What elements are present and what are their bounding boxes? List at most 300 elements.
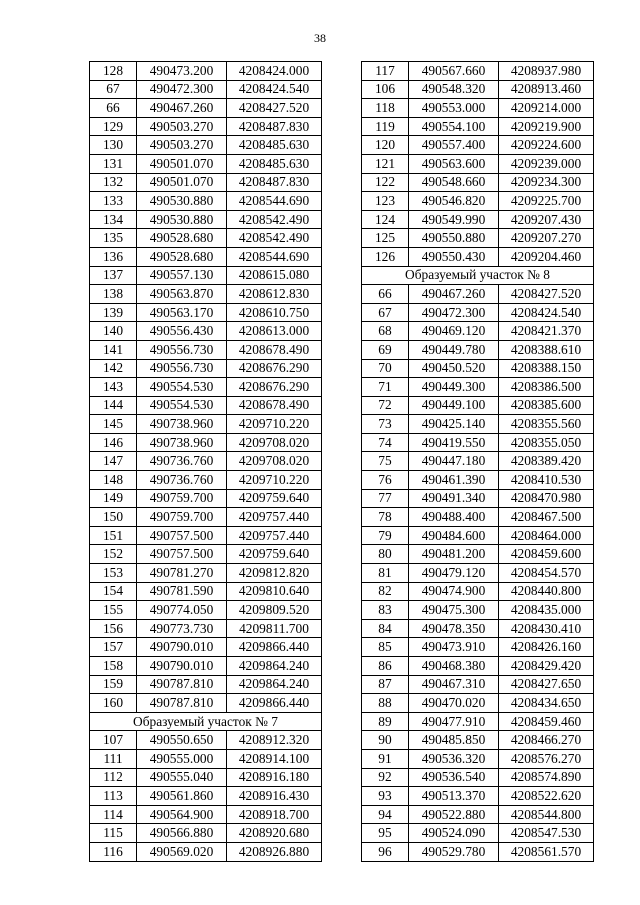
point-number-cell: 131: [90, 154, 137, 173]
x-coordinate-cell: 490759.700: [137, 489, 227, 508]
table-row: [362, 489, 594, 508]
table-row: [362, 749, 594, 768]
point-number-cell: 72: [362, 396, 409, 415]
x-coordinate-cell: 490536.540: [409, 768, 499, 787]
y-coordinate-cell: 4209710.220: [227, 415, 322, 434]
point-number-cell: 153: [90, 564, 137, 583]
x-coordinate-cell: 490556.430: [137, 322, 227, 341]
table-row: [362, 564, 594, 583]
y-coordinate-cell: 4208355.560: [499, 415, 594, 434]
y-coordinate-cell: 4209864.240: [227, 675, 322, 694]
x-coordinate-cell: 490557.400: [409, 136, 499, 155]
x-coordinate-cell: 490529.780: [409, 842, 499, 861]
table-row: [362, 247, 594, 266]
x-coordinate-cell: 490738.960: [137, 415, 227, 434]
x-coordinate-cell: 490449.780: [409, 340, 499, 359]
y-coordinate-cell: 4209708.020: [227, 452, 322, 471]
x-coordinate-cell: 490501.070: [137, 173, 227, 192]
point-number-cell: 89: [362, 712, 409, 731]
table-row: [90, 526, 322, 545]
point-number-cell: 140: [90, 322, 137, 341]
table-row: [90, 564, 322, 583]
y-coordinate-cell: 4208454.570: [499, 564, 594, 583]
y-coordinate-cell: 4208427.520: [499, 285, 594, 304]
x-coordinate-cell: 490569.020: [137, 842, 227, 861]
y-coordinate-cell: 4208615.080: [227, 266, 322, 285]
point-number-cell: 119: [362, 117, 409, 136]
point-number-cell: 74: [362, 433, 409, 452]
point-number-cell: 142: [90, 359, 137, 378]
table-row: [90, 805, 322, 824]
table-row: [90, 638, 322, 657]
table-row: [362, 731, 594, 750]
x-coordinate-cell: 490757.500: [137, 545, 227, 564]
point-number-cell: 141: [90, 340, 137, 359]
x-coordinate-cell: 490447.180: [409, 452, 499, 471]
x-coordinate-cell: 490556.730: [137, 359, 227, 378]
table-row: [362, 471, 594, 490]
y-coordinate-cell: 4208466.270: [499, 731, 594, 750]
y-coordinate-cell: 4208389.420: [499, 452, 594, 471]
y-coordinate-cell: 4208459.600: [499, 545, 594, 564]
point-number-cell: 135: [90, 229, 137, 248]
point-number-cell: 78: [362, 508, 409, 527]
table-row: [362, 136, 594, 155]
point-number-cell: 70: [362, 359, 409, 378]
y-coordinate-cell: 4208576.270: [499, 749, 594, 768]
point-number-cell: 86: [362, 657, 409, 676]
point-number-cell: 128: [90, 62, 137, 81]
point-number-cell: 125: [362, 229, 409, 248]
point-number-cell: 151: [90, 526, 137, 545]
x-coordinate-cell: 490774.050: [137, 601, 227, 620]
x-coordinate-cell: 490548.320: [409, 80, 499, 99]
table-row: [90, 824, 322, 843]
x-coordinate-cell: 490736.760: [137, 471, 227, 490]
point-number-cell: 138: [90, 285, 137, 304]
y-coordinate-cell: 4208487.830: [227, 117, 322, 136]
y-coordinate-cell: 4208467.500: [499, 508, 594, 527]
x-coordinate-cell: 490561.860: [137, 787, 227, 806]
point-number-cell: 156: [90, 619, 137, 638]
x-coordinate-cell: 490555.040: [137, 768, 227, 787]
point-number-cell: 95: [362, 824, 409, 843]
x-coordinate-cell: 490554.100: [409, 117, 499, 136]
table-row: [90, 340, 322, 359]
x-coordinate-cell: 490524.090: [409, 824, 499, 843]
table-row: [90, 675, 322, 694]
table-row: [362, 526, 594, 545]
point-number-cell: 144: [90, 396, 137, 415]
table-row: [90, 303, 322, 322]
y-coordinate-cell: 4209866.440: [227, 638, 322, 657]
table-row: [362, 322, 594, 341]
point-number-cell: 96: [362, 842, 409, 861]
y-coordinate-cell: 4209214.000: [499, 99, 594, 118]
point-number-cell: 71: [362, 378, 409, 397]
y-coordinate-cell: 4208429.420: [499, 657, 594, 676]
x-coordinate-cell: 490503.270: [137, 117, 227, 136]
x-coordinate-cell: 490548.660: [409, 173, 499, 192]
y-coordinate-cell: 4209866.440: [227, 694, 322, 713]
x-coordinate-cell: 490450.520: [409, 359, 499, 378]
y-coordinate-cell: 4208544.800: [499, 805, 594, 824]
table-row: [90, 582, 322, 601]
x-coordinate-cell: 490425.140: [409, 415, 499, 434]
section-header-row: [362, 266, 594, 285]
x-coordinate-cell: 490467.260: [137, 99, 227, 118]
x-coordinate-cell: 490555.000: [137, 749, 227, 768]
table-row: [362, 601, 594, 620]
point-number-cell: 111: [90, 749, 137, 768]
table-row: [362, 508, 594, 527]
y-coordinate-cell: 4208612.830: [227, 285, 322, 304]
y-coordinate-cell: 4208385.600: [499, 396, 594, 415]
table-row: [90, 452, 322, 471]
point-number-cell: 123: [362, 192, 409, 211]
table-row: [362, 359, 594, 378]
point-number-cell: 148: [90, 471, 137, 490]
table-row: [90, 173, 322, 192]
x-coordinate-cell: 490550.430: [409, 247, 499, 266]
y-coordinate-cell: 4208542.490: [227, 210, 322, 229]
x-coordinate-cell: 490522.880: [409, 805, 499, 824]
y-coordinate-cell: 4208430.410: [499, 619, 594, 638]
y-coordinate-cell: 4208678.490: [227, 396, 322, 415]
table-row: [90, 62, 322, 81]
table-row: [362, 545, 594, 564]
y-coordinate-cell: 4209234.300: [499, 173, 594, 192]
y-coordinate-cell: 4208470.980: [499, 489, 594, 508]
x-coordinate-cell: 490566.880: [137, 824, 227, 843]
x-coordinate-cell: 490513.370: [409, 787, 499, 806]
table-row: [362, 378, 594, 397]
x-coordinate-cell: 490475.300: [409, 601, 499, 620]
x-coordinate-cell: 490470.020: [409, 694, 499, 713]
point-number-cell: 147: [90, 452, 137, 471]
table-row: [90, 378, 322, 397]
point-number-cell: 159: [90, 675, 137, 694]
x-coordinate-cell: 490419.550: [409, 433, 499, 452]
x-coordinate-cell: 490484.600: [409, 526, 499, 545]
x-coordinate-cell: 490557.130: [137, 266, 227, 285]
x-coordinate-cell: 490473.200: [137, 62, 227, 81]
point-number-cell: 73: [362, 415, 409, 434]
x-coordinate-cell: 490479.120: [409, 564, 499, 583]
table-row: [90, 192, 322, 211]
table-row: [362, 768, 594, 787]
table-row: [362, 452, 594, 471]
point-number-cell: 79: [362, 526, 409, 545]
point-number-cell: 85: [362, 638, 409, 657]
table-row: [362, 433, 594, 452]
x-coordinate-cell: 490738.960: [137, 433, 227, 452]
point-number-cell: 136: [90, 247, 137, 266]
point-number-cell: 152: [90, 545, 137, 564]
x-coordinate-cell: 490488.400: [409, 508, 499, 527]
x-coordinate-cell: 490468.380: [409, 657, 499, 676]
y-coordinate-cell: 4208544.690: [227, 247, 322, 266]
y-coordinate-cell: 4209219.900: [499, 117, 594, 136]
x-coordinate-cell: 490478.350: [409, 619, 499, 638]
table-row: [362, 694, 594, 713]
table-row: [90, 80, 322, 99]
table-row: [362, 62, 594, 81]
point-number-cell: 77: [362, 489, 409, 508]
point-number-cell: 143: [90, 378, 137, 397]
table-row: [90, 508, 322, 527]
x-coordinate-cell: 490501.070: [137, 154, 227, 173]
x-coordinate-cell: 490503.270: [137, 136, 227, 155]
point-number-cell: 81: [362, 564, 409, 583]
y-coordinate-cell: 4208678.490: [227, 340, 322, 359]
point-number-cell: 106: [362, 80, 409, 99]
point-number-cell: 80: [362, 545, 409, 564]
y-coordinate-cell: 4209812.820: [227, 564, 322, 583]
point-number-cell: 76: [362, 471, 409, 490]
table-row: [362, 117, 594, 136]
x-coordinate-cell: 490556.730: [137, 340, 227, 359]
point-number-cell: 94: [362, 805, 409, 824]
x-coordinate-cell: 490528.680: [137, 229, 227, 248]
x-coordinate-cell: 490781.590: [137, 582, 227, 601]
table-row: [362, 824, 594, 843]
y-coordinate-cell: 4209759.640: [227, 489, 322, 508]
x-coordinate-cell: 490757.500: [137, 526, 227, 545]
point-number-cell: 132: [90, 173, 137, 192]
x-coordinate-cell: 490449.300: [409, 378, 499, 397]
table-row: [90, 210, 322, 229]
point-number-cell: 69: [362, 340, 409, 359]
y-coordinate-cell: 4208912.320: [227, 731, 322, 750]
point-number-cell: 158: [90, 657, 137, 676]
table-row: [90, 433, 322, 452]
y-coordinate-cell: 4209864.240: [227, 657, 322, 676]
x-coordinate-cell: 490553.000: [409, 99, 499, 118]
x-coordinate-cell: 490549.990: [409, 210, 499, 229]
table-row: [90, 657, 322, 676]
point-number-cell: 155: [90, 601, 137, 620]
y-coordinate-cell: 4208440.800: [499, 582, 594, 601]
y-coordinate-cell: 4208574.890: [499, 768, 594, 787]
point-number-cell: 137: [90, 266, 137, 285]
y-coordinate-cell: 4208937.980: [499, 62, 594, 81]
y-coordinate-cell: 4209811.700: [227, 619, 322, 638]
y-coordinate-cell: 4209207.430: [499, 210, 594, 229]
section-title: Образуемый участок № 7: [90, 712, 322, 731]
point-number-cell: 122: [362, 173, 409, 192]
point-number-cell: 66: [90, 99, 137, 118]
y-coordinate-cell: 4208388.610: [499, 340, 594, 359]
table-row: [362, 80, 594, 99]
y-coordinate-cell: 4208421.370: [499, 322, 594, 341]
y-coordinate-cell: 4208485.630: [227, 136, 322, 155]
point-number-cell: 117: [362, 62, 409, 81]
point-number-cell: 83: [362, 601, 409, 620]
point-number-cell: 92: [362, 768, 409, 787]
x-coordinate-cell: 490773.730: [137, 619, 227, 638]
x-coordinate-cell: 490473.910: [409, 638, 499, 657]
x-coordinate-cell: 490491.340: [409, 489, 499, 508]
x-coordinate-cell: 490472.300: [137, 80, 227, 99]
point-number-cell: 87: [362, 675, 409, 694]
y-coordinate-cell: 4208424.540: [499, 303, 594, 322]
x-coordinate-cell: 490790.010: [137, 638, 227, 657]
table-row: [90, 285, 322, 304]
x-coordinate-cell: 490759.700: [137, 508, 227, 527]
page-number: 38: [314, 31, 326, 45]
y-coordinate-cell: 4208355.050: [499, 433, 594, 452]
table-row: [362, 154, 594, 173]
point-number-cell: 112: [90, 768, 137, 787]
table-row: [362, 657, 594, 676]
y-coordinate-cell: 4208676.290: [227, 359, 322, 378]
point-number-cell: 114: [90, 805, 137, 824]
table-row: [362, 582, 594, 601]
y-coordinate-cell: 4209757.440: [227, 508, 322, 527]
y-coordinate-cell: 4208427.650: [499, 675, 594, 694]
y-coordinate-cell: 4208388.150: [499, 359, 594, 378]
coordinates-table-right: [361, 61, 594, 862]
x-coordinate-cell: 490481.200: [409, 545, 499, 564]
y-coordinate-cell: 4208424.000: [227, 62, 322, 81]
table-row: [362, 675, 594, 694]
section-header-row: [90, 712, 322, 731]
y-coordinate-cell: 4208386.500: [499, 378, 594, 397]
x-coordinate-cell: 490536.320: [409, 749, 499, 768]
table-row: [362, 99, 594, 118]
y-coordinate-cell: 4209710.220: [227, 471, 322, 490]
point-number-cell: 67: [90, 80, 137, 99]
table-row: [90, 322, 322, 341]
table-row: [362, 192, 594, 211]
table-row: [362, 340, 594, 359]
y-coordinate-cell: 4208916.180: [227, 768, 322, 787]
point-number-cell: 129: [90, 117, 137, 136]
y-coordinate-cell: 4209809.520: [227, 601, 322, 620]
y-coordinate-cell: 4209224.600: [499, 136, 594, 155]
x-coordinate-cell: 490461.390: [409, 471, 499, 490]
x-coordinate-cell: 490790.010: [137, 657, 227, 676]
table-row: [362, 712, 594, 731]
table-row: [362, 638, 594, 657]
x-coordinate-cell: 490530.880: [137, 192, 227, 211]
table-row: [362, 619, 594, 638]
table-row: [90, 229, 322, 248]
point-number-cell: 88: [362, 694, 409, 713]
y-coordinate-cell: 4208913.460: [499, 80, 594, 99]
y-coordinate-cell: 4208613.000: [227, 322, 322, 341]
x-coordinate-cell: 490449.100: [409, 396, 499, 415]
y-coordinate-cell: 4208435.000: [499, 601, 594, 620]
table-row: [90, 359, 322, 378]
y-coordinate-cell: 4208542.490: [227, 229, 322, 248]
y-coordinate-cell: 4208426.160: [499, 638, 594, 657]
x-coordinate-cell: 490736.760: [137, 452, 227, 471]
x-coordinate-cell: 490554.530: [137, 378, 227, 397]
x-coordinate-cell: 490563.600: [409, 154, 499, 173]
y-coordinate-cell: 4208547.530: [499, 824, 594, 843]
table-row: [90, 768, 322, 787]
table-row: [90, 154, 322, 173]
table-row: [362, 787, 594, 806]
x-coordinate-cell: 490530.880: [137, 210, 227, 229]
y-coordinate-cell: 4209708.020: [227, 433, 322, 452]
y-coordinate-cell: 4208926.880: [227, 842, 322, 861]
section-title: Образуемый участок № 8: [362, 266, 594, 285]
y-coordinate-cell: 4208434.650: [499, 694, 594, 713]
table-row: [90, 545, 322, 564]
point-number-cell: 67: [362, 303, 409, 322]
coordinates-table-left: [89, 61, 322, 862]
table-row: [362, 415, 594, 434]
x-coordinate-cell: 490550.650: [137, 731, 227, 750]
x-coordinate-cell: 490781.270: [137, 564, 227, 583]
point-number-cell: 113: [90, 787, 137, 806]
table-row: [362, 229, 594, 248]
x-coordinate-cell: 490546.820: [409, 192, 499, 211]
y-coordinate-cell: 4209225.700: [499, 192, 594, 211]
table-row: [90, 749, 322, 768]
y-coordinate-cell: 4209757.440: [227, 526, 322, 545]
point-number-cell: 124: [362, 210, 409, 229]
y-coordinate-cell: 4208920.680: [227, 824, 322, 843]
point-number-cell: 134: [90, 210, 137, 229]
table-row: [90, 471, 322, 490]
y-coordinate-cell: 4209759.640: [227, 545, 322, 564]
table-row: [362, 842, 594, 861]
point-number-cell: 157: [90, 638, 137, 657]
table-row: [362, 805, 594, 824]
table-row: [362, 173, 594, 192]
point-number-cell: 121: [362, 154, 409, 173]
point-number-cell: 82: [362, 582, 409, 601]
y-coordinate-cell: 4208522.620: [499, 787, 594, 806]
x-coordinate-cell: 490567.660: [409, 62, 499, 81]
y-coordinate-cell: 4208610.750: [227, 303, 322, 322]
point-number-cell: 84: [362, 619, 409, 638]
table-row: [90, 396, 322, 415]
point-number-cell: 66: [362, 285, 409, 304]
point-number-cell: 118: [362, 99, 409, 118]
point-number-cell: 93: [362, 787, 409, 806]
y-coordinate-cell: 4208410.530: [499, 471, 594, 490]
x-coordinate-cell: 490787.810: [137, 675, 227, 694]
point-number-cell: 130: [90, 136, 137, 155]
point-number-cell: 133: [90, 192, 137, 211]
y-coordinate-cell: 4208916.430: [227, 787, 322, 806]
x-coordinate-cell: 490554.530: [137, 396, 227, 415]
y-coordinate-cell: 4208676.290: [227, 378, 322, 397]
table-row: [90, 787, 322, 806]
point-number-cell: 116: [90, 842, 137, 861]
point-number-cell: 68: [362, 322, 409, 341]
y-coordinate-cell: 4208544.690: [227, 192, 322, 211]
y-coordinate-cell: 4208914.100: [227, 749, 322, 768]
point-number-cell: 139: [90, 303, 137, 322]
y-coordinate-cell: 4209204.460: [499, 247, 594, 266]
point-number-cell: 120: [362, 136, 409, 155]
table-row: [90, 136, 322, 155]
point-number-cell: 75: [362, 452, 409, 471]
x-coordinate-cell: 490467.310: [409, 675, 499, 694]
x-coordinate-cell: 490467.260: [409, 285, 499, 304]
table-row: [90, 415, 322, 434]
point-number-cell: 91: [362, 749, 409, 768]
point-number-cell: 90: [362, 731, 409, 750]
point-number-cell: 126: [362, 247, 409, 266]
point-number-cell: 115: [90, 824, 137, 843]
